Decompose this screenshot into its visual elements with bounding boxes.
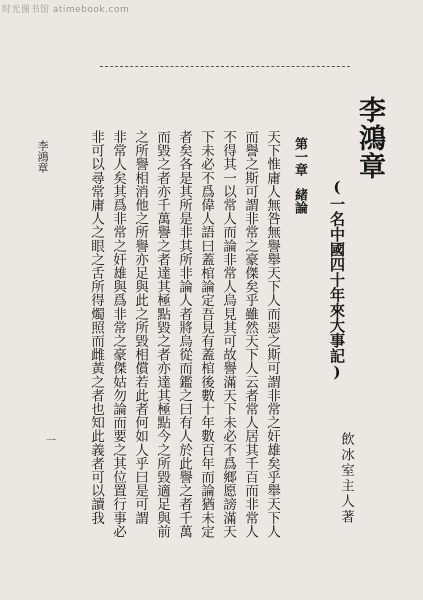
margin-page-mark: 一	[46, 436, 56, 447]
body-line: 不得其一以常人而論非常人烏見其可故譽滿天下未必不爲鄉愿謗滿天	[220, 130, 236, 538]
book-title: 李鴻章	[354, 96, 385, 180]
watermark: 时光图书馆 atimebook.com	[2, 5, 130, 15]
book-subtitle: (一名中國四十年來大事記)	[328, 178, 346, 382]
body-line: 而毀之者亦千萬譽之者達其極點毀之者亦達其極點今之所毀適足與前	[154, 130, 170, 538]
header-rule	[100, 66, 350, 67]
chapter-name: 緒論	[292, 188, 307, 214]
author-line: 飲冰室主人著	[338, 432, 354, 525]
margin-book-title: 李鴻章	[36, 140, 49, 173]
body-line: 非常人矣其爲非常之奸雄與爲非常之豪傑姑勿論而要之其位置行事必	[110, 130, 126, 538]
body-line: 而譽之斯可謂非常之豪傑矣乎雖然天下人云者常人居其千百而非常人	[242, 130, 258, 538]
chapter-heading	[290, 137, 309, 214]
body-line: 之所譽相消他之所譽亦足與此之所毀相償若此者何如人乎曰是可謂	[132, 130, 148, 525]
chapter-number: 第一章	[292, 137, 307, 176]
body-line: 非可以尋常庸人之眼之舌所得燭照而雌黃之者也知此義者可以讀我	[88, 130, 104, 525]
body-line: 天下惟庸人無咎無譽舉天下人而惡之斯可謂非常之奸雄矣乎舉天下人	[264, 130, 280, 538]
body-line: 者矣各是其所是非其所非論人者將烏從而鑑之曰有人於此譽之者千萬	[176, 130, 192, 538]
body-line: 下未必不爲偉人語曰蓋棺論定吾見有蓋棺後數十年數百年而論猶未定	[198, 130, 214, 538]
